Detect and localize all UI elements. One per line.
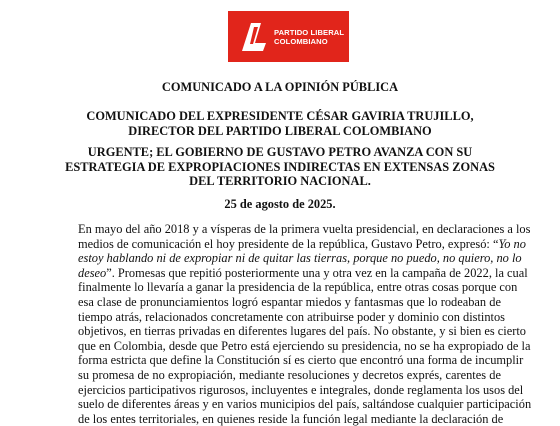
body-text-segment: medios de comunicación el hoy presidente de la república, Gustavo Petro, expresó: “ — [78, 236, 499, 251]
urgent-line-1: URGENTE; EL GOBIERNO DE GUSTAVO PETRO AVANZA CON SU — [87, 145, 473, 159]
liberal-l-icon — [240, 21, 268, 53]
body-line: forma estricta que define la Constitución sí es cierto que encontró una forma de incumplir — [78, 353, 524, 368]
quote-segment: Yo no — [498, 236, 526, 251]
body-line: finalmente lo llevaría a ganar la presidencia de la república, entre otras cosas porque con — [78, 280, 518, 295]
quote-line: estoy hablando ni de expropiar ni de quitar las tierras, porque no puedo, no quiero, no lo — [78, 251, 522, 266]
body-line: tiempo atrás, relacionados concretamente con atribuirse poder y dominio con distintos — [78, 309, 506, 324]
body-line: suelo de diferentes áreas y en varios municipios del país, saltándose cualquier participación — [78, 397, 532, 412]
subtitle-line-1: COMUNICADO DEL EXPRESIDENTE CÉSAR GAVIRIA TRUJILLO, — [86, 109, 474, 123]
body-line: En mayo del año 2018 y a vísperas de la primera vuelta presidencial, en declaraciones a los — [78, 222, 531, 236]
logo-wordmark — [274, 28, 344, 46]
party-logo — [228, 11, 349, 62]
body-text-segment: ”. Promesas que repitió posteriormente una y otra vez en la campaña de 2022, la cual — [106, 265, 528, 280]
urgent-line-3: DEL TERRITORIO NACIONAL. — [189, 174, 371, 188]
logo-line-1: PARTIDO LIBERAL — [274, 27, 345, 37]
document-title: COMUNICADO A LA OPINIÓN PÚBLICA — [161, 80, 399, 94]
body-paragraph — [78, 222, 532, 426]
urgent-line-2: ESTRATEGIA DE EXPROPIACIONES INDIRECTAS EN EXTENSAS ZONAS — [65, 160, 495, 174]
body-line: de los entes territoriales, en quienes reside la función legal mediante la declaración de — [78, 411, 504, 426]
logo-line-2: COLOMBIANO — [274, 36, 328, 46]
quote-segment: deseo — [78, 265, 107, 280]
body-line: su promesa de no expropiación, mediante resoluciones y decretos exprés, carentes de — [78, 367, 501, 382]
body-line — [78, 265, 528, 281]
body-line: ejercicios participativos rigurosos, incluyentes e integrales, donde reglamenta los usos del — [78, 382, 524, 397]
document-date: 25 de agosto de 2025. — [224, 197, 336, 211]
body-line: que en Colombia, desde que Petro está ejerciendo su presidencia, no se ha expropiado de la — [78, 338, 531, 353]
body-line: objetivos, en tierras privadas en diferentes lugares del país. No obstante, y si bien es cierto — [78, 324, 526, 339]
body-line — [78, 236, 526, 252]
subtitle-line-2: DIRECTOR DEL PARTIDO LIBERAL COLOMBIANO — [128, 124, 432, 138]
body-line: esa clase de pronunciamientos logró espantar miedos y fantasmas que lo rodeaban de — [78, 294, 501, 309]
